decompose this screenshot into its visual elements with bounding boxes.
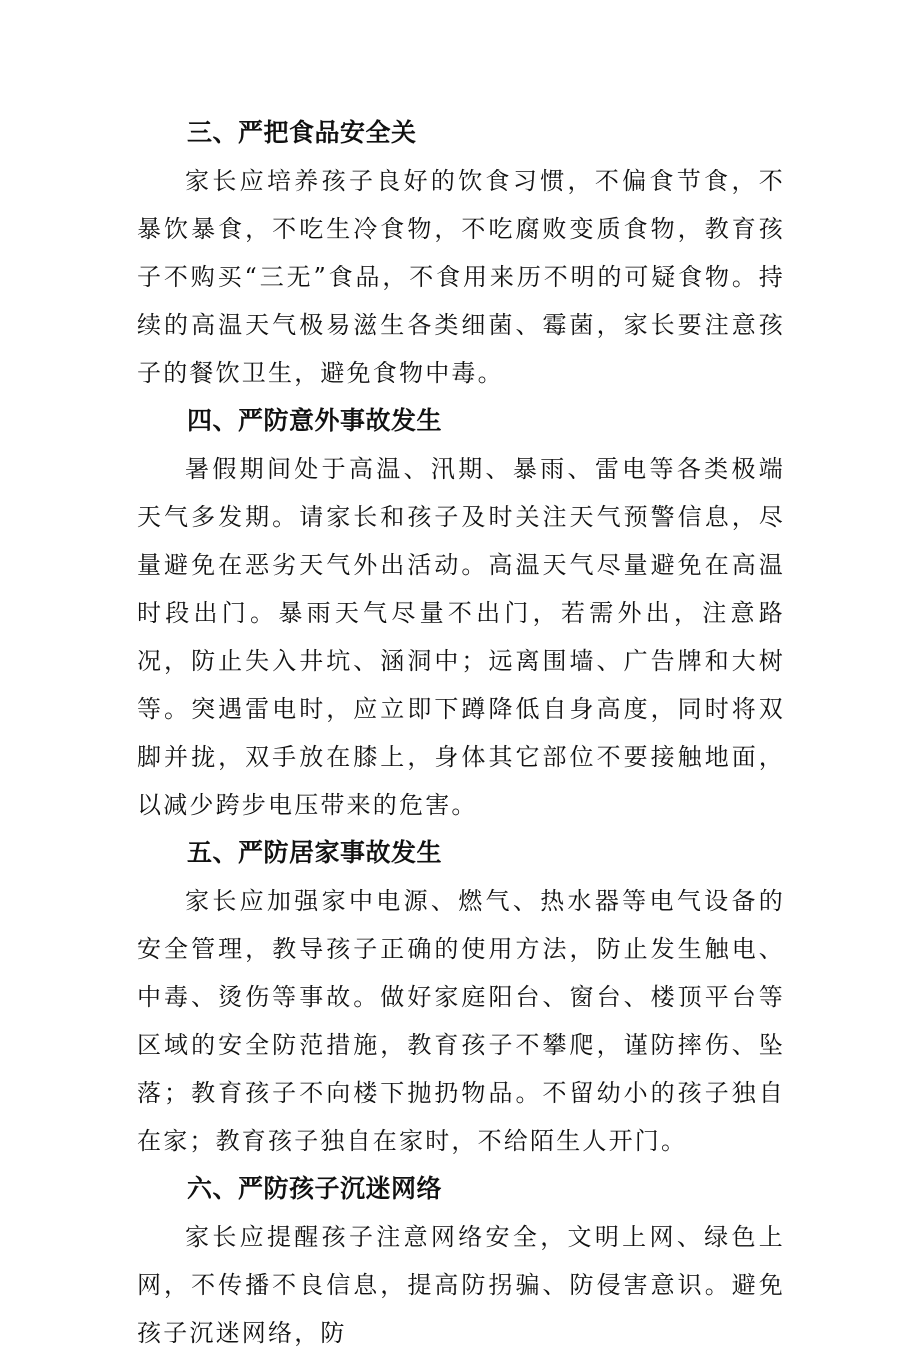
section-paragraph: 家长应加强家中电源、燃气、热水器等电气设备的安全管理，教导孩子正确的使用方法，防止发生触电、中毒、烫伤等事故。做好家庭阳台、窗台、楼顶平台等区域的安全防范措施，教育孩子不攀爬，谨防摔伤、坠落；教育孩子不向楼下抛扔物品。不留幼小的孩子独自在家；教育孩子独自在家时，不给陌生人开门。 xyxy=(137,887,785,1155)
section-internet-addiction xyxy=(137,1165,785,1357)
section-heading: 四、严防意外事故发生 xyxy=(187,406,443,435)
section-paragraph: 家长应培养孩子良好的饮食习惯，不偏食节食，不暴饮暴食，不吃生冷食物，不吃腐败变质食物，教育孩子不购买“三无”食品，不食用来历不明的可疑食物。持续的高温天气极易滋生各类细菌、霉菌，家长要注意孩子的餐饮卫生，避免食物中毒。 xyxy=(137,167,785,387)
document-content xyxy=(137,109,785,1357)
section-food-safety xyxy=(137,109,785,397)
section-accident-prevention xyxy=(137,397,785,829)
section-paragraph: 家长应提醒孩子注意网络安全，文明上网、绿色上网，不传播不良信息，提高防拐骗、防侵害意识。避免孩子沉迷网络，防 xyxy=(137,1223,785,1347)
section-home-safety xyxy=(137,829,785,1165)
section-heading: 六、严防孩子沉迷网络 xyxy=(187,1174,443,1203)
section-heading: 三、严把食品安全关 xyxy=(187,118,417,147)
section-paragraph: 暑假期间处于高温、汛期、暴雨、雷电等各类极端天气多发期。请家长和孩子及时关注天气预警信息，尽量避免在恶劣天气外出活动。高温天气尽量避免在高温时段出门。暴雨天气尽量不出门，若需外出，注意路况，防止失入井坑、涵洞中；远离围墙、广告牌和大树等。突遇雷电时，应立即下蹲降低自身高度，同时将双脚并拢，双手放在膝上，身体其它部位不要接触地面，以减少跨步电压带来的危害。 xyxy=(137,455,785,819)
section-heading: 五、严防居家事故发生 xyxy=(187,838,443,867)
